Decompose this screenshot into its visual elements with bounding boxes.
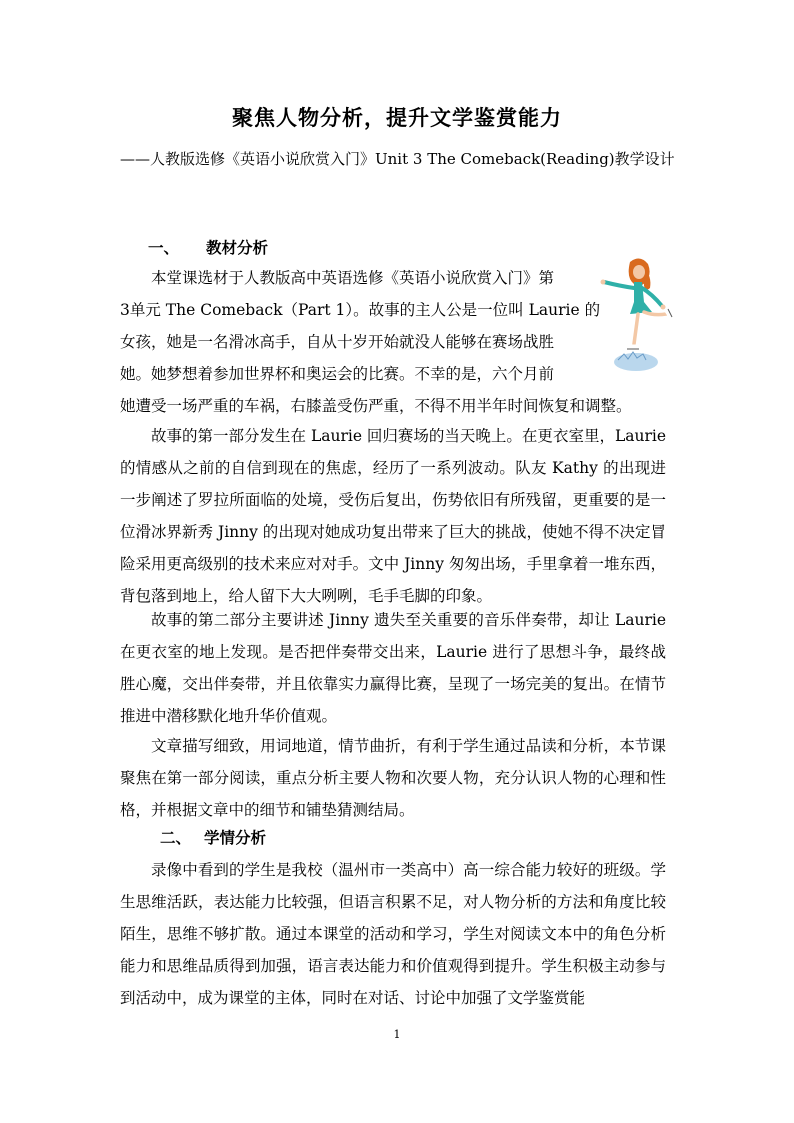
paragraph: 故事的第一部分发生在 Laurie 回归赛场的当天晚上。在更衣室里，Laurie 的情感从之前的自信到现在的焦虑，经历了一系列波动。队友 Kathy 的出现进一步阐述了罗拉所面临的处境，受伤后复出，伤势依旧有所残留，更重要的是一位滑冰界新秀 Jinny 的出现对她成功复出带来了巨大的挑战，使她不得不决定冒险采用更高级别的技术来应对对手。文中 Jinny 匆匆出场，手里拿着一堆东西，背包落到地上，给人留下大大咧咧，毛手毛脚的印象。 <box>120 427 666 605</box>
section-heading-students <box>160 826 266 848</box>
paragraph: 故事的第二部分主要讲述 Jinny 遗失至关重要的音乐伴奏带，却让 Laurie 在更衣室的地上发现。是否把伴奏带交出来，Laurie 进行了思想斗争，最终战胜心魔，交出伴奏带，并且依靠实力赢得比赛，呈现了一场完美的复出。在情节推进中潜移默化地升华价值观。 <box>120 611 666 725</box>
paragraph-line: 女孩，她是一名滑冰高手，自从十岁开始就没人能够在赛场战胜 <box>120 333 555 351</box>
section-heading-materials <box>148 236 268 258</box>
section-number: 二、 <box>160 828 192 847</box>
paragraph-line: 她。她梦想着参加世界杯和奥运会的比赛。不幸的是，六个月前 <box>120 365 555 383</box>
paragraph: 文章描写细致，用词地道，情节曲折，有利于学生通过品读和分析，本节课聚焦在第一部分阅读，重点分析主要人物和次要人物，充分认识人物的心理和性格，并根据文章中的细节和铺垫猜测结局。 <box>120 737 666 819</box>
paragraph-line: 她遭受一场严重的车祸，右膝盖受伤严重，不得不用半年时间恢复和调整。 <box>120 397 632 415</box>
section-number: 一、 <box>148 238 180 257</box>
figure-skater-illustration <box>596 254 676 378</box>
page-number: 1 <box>393 1028 401 1041</box>
section-title: 学情分析 <box>204 828 267 847</box>
paragraph-line: 3单元 The Comeback（Part 1）。故事的主人公是一位叫 Laurie 的 <box>120 301 601 319</box>
paragraph: 录像中看到的学生是我校（温州市一类高中）高一综合能力较好的班级。学生思维活跃，表达能力比较强，但语言积累不足，对人物分析的方法和角度比较陌生，思维不够扩散。通过本课堂的活动和学习，学生对阅读文本中的角色分析能力和思维品质得到加强，语言表达能力和价值观得到提升。学生积极主动参与到活动中，成为课堂的主体，同时在对话、讨论中加强了文学鉴赏能 <box>120 861 666 1007</box>
paragraph-line: 本堂课选材于人教版高中英语选修《英语小说欣赏入门》第 <box>151 269 555 287</box>
document-subtitle: ——人教版选修《英语小说欣赏入门》Unit 3 The Comeback(Reading)教学设计 <box>120 150 675 168</box>
document-title: 聚焦人物分析，提升文学鉴赏能力 <box>232 105 562 130</box>
section-title: 教材分析 <box>206 238 269 257</box>
